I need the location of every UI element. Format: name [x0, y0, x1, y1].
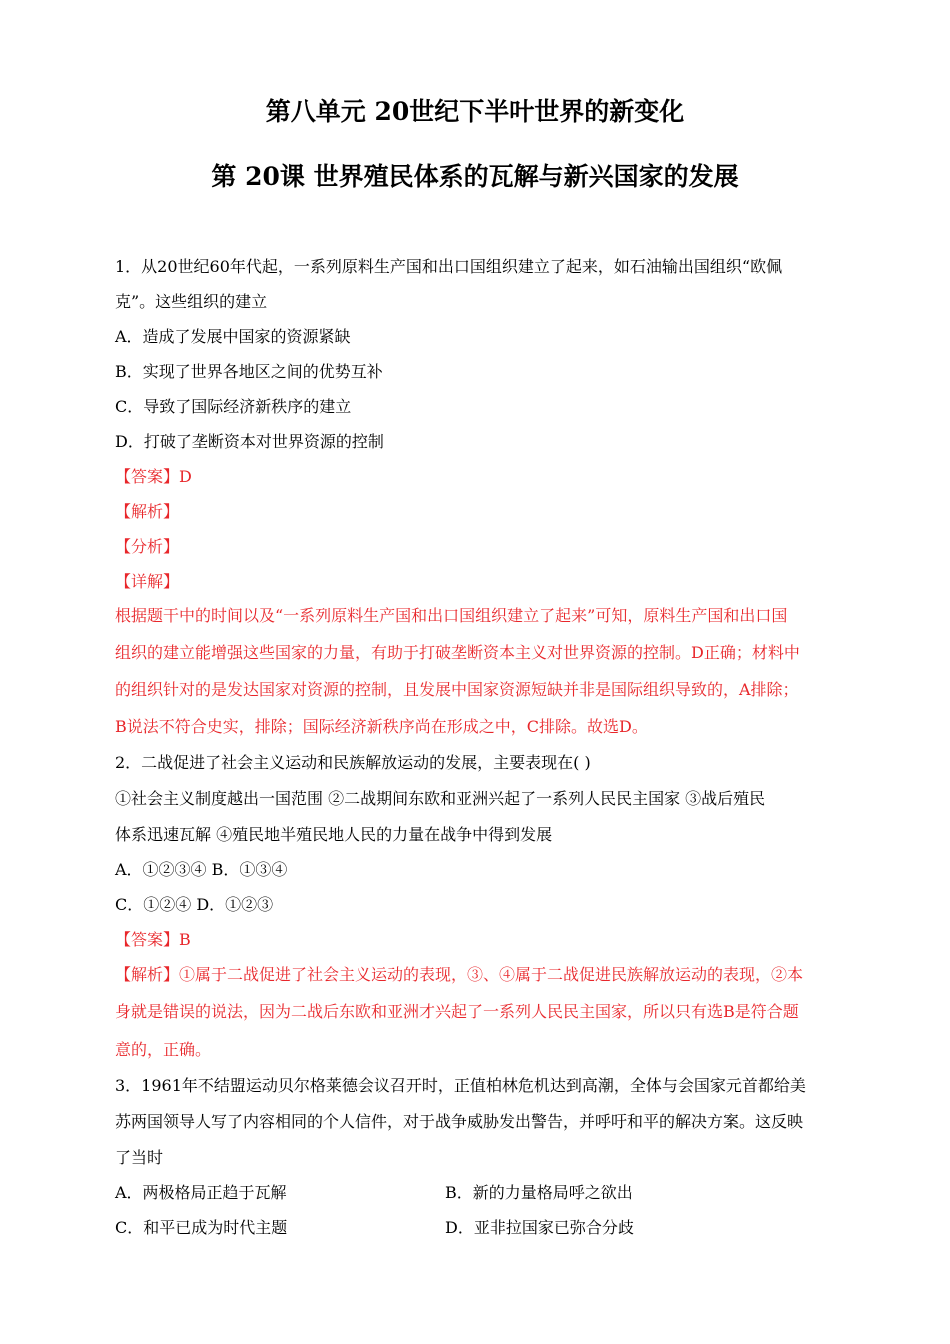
q2-options-ab: A．①②③④ B．①③④	[115, 860, 288, 879]
q3-stem-line-1: 3．1961年不结盟运动贝尔格莱德会议召开时，正值柏林危机达到高潮，全体与会国家元首都给美	[115, 1076, 806, 1095]
unit-title: 第八单元 20世纪下半叶世界的新变化	[265, 97, 685, 126]
q2-stem: 2．二战促进了社会主义运动和民族解放运动的发展，主要表现在( )	[115, 753, 591, 772]
q2-analysis-line-2: 身就是错误的说法，因为二战后东欧和亚洲才兴起了一系列人民民主国家，所以只有选B是符合题	[115, 1002, 799, 1021]
q2-options-cd: C．①②④ D．①②③	[115, 895, 274, 914]
q2-items-line-1: ①社会主义制度越出一国范围 ②二战期间东欧和亚洲兴起了一系列人民民主国家 ③战后殖民	[115, 789, 766, 808]
q1-stem-line-2: 克”。这些组织的建立	[115, 292, 268, 311]
q1-option-a: A．造成了发展中国家的资源紧缺	[115, 327, 351, 346]
q1-detail-line-3: 的组织针对的是发达国家对资源的控制，且发展中国家资源短缺并非是国际组织导致的，A排除；	[115, 680, 799, 699]
q3-option-d: D．亚非拉国家已弥合分歧	[445, 1218, 634, 1237]
q2-analysis-line-3: 意的，正确。	[115, 1040, 212, 1059]
q3-stem-line-2: 苏两国领导人写了内容相同的个人信件，对于战争威胁发出警告，并呼吁和平的解决方案。这反映	[115, 1112, 804, 1131]
q1-analysis-label: 【解析】	[115, 502, 180, 521]
q1-option-c: C．导致了国际经济新秩序的建立	[115, 397, 352, 416]
q1-stem-line-1: 1．从20世纪60年代起，一系列原料生产国和出口国组织建立了起来，如石油输出国组织“欧佩	[115, 257, 783, 276]
q2-answer: 【答案】B	[115, 930, 191, 949]
q1-option-d: D．打破了垄断资本对世界资源的控制	[115, 432, 384, 451]
q1-detail-line-4: B说法不符合史实，排除；国际经济新秩序尚在形成之中，C排除。故选D。	[115, 717, 648, 736]
q2-analysis-line-1: 【解析】①属于二战促进了社会主义运动的表现，③、④属于二战促进民族解放运动的表现，②本	[115, 965, 804, 984]
q3-stem-line-3: 了当时	[115, 1148, 164, 1167]
q3-option-c: C．和平已成为时代主题	[115, 1218, 288, 1237]
q1-detail-line-1: 根据题干中的时间以及“一系列原料生产国和出口国组织建立了起来”可知，原料生产国和出口国	[115, 606, 788, 625]
q2-items-line-2: 体系迅速瓦解 ④殖民地半殖民地人民的力量在战争中得到发展	[115, 825, 553, 844]
q1-option-b: B．实现了世界各地区之间的优势互补	[115, 362, 383, 381]
q1-answer: 【答案】D	[115, 467, 192, 486]
lesson-title: 第 20课 世界殖民体系的瓦解与新兴国家的发展	[211, 162, 739, 191]
q1-fenxi-label: 【分析】	[115, 537, 180, 556]
q1-detail-label: 【详解】	[115, 572, 180, 591]
q3-option-b: B．新的力量格局呼之欲出	[445, 1183, 633, 1202]
q3-option-a: A．两极格局正趋于瓦解	[115, 1183, 287, 1202]
q1-detail-line-2: 组织的建立能增强这些国家的力量，有助于打破垄断资本主义对世界资源的控制。D正确；材料中	[115, 643, 800, 662]
